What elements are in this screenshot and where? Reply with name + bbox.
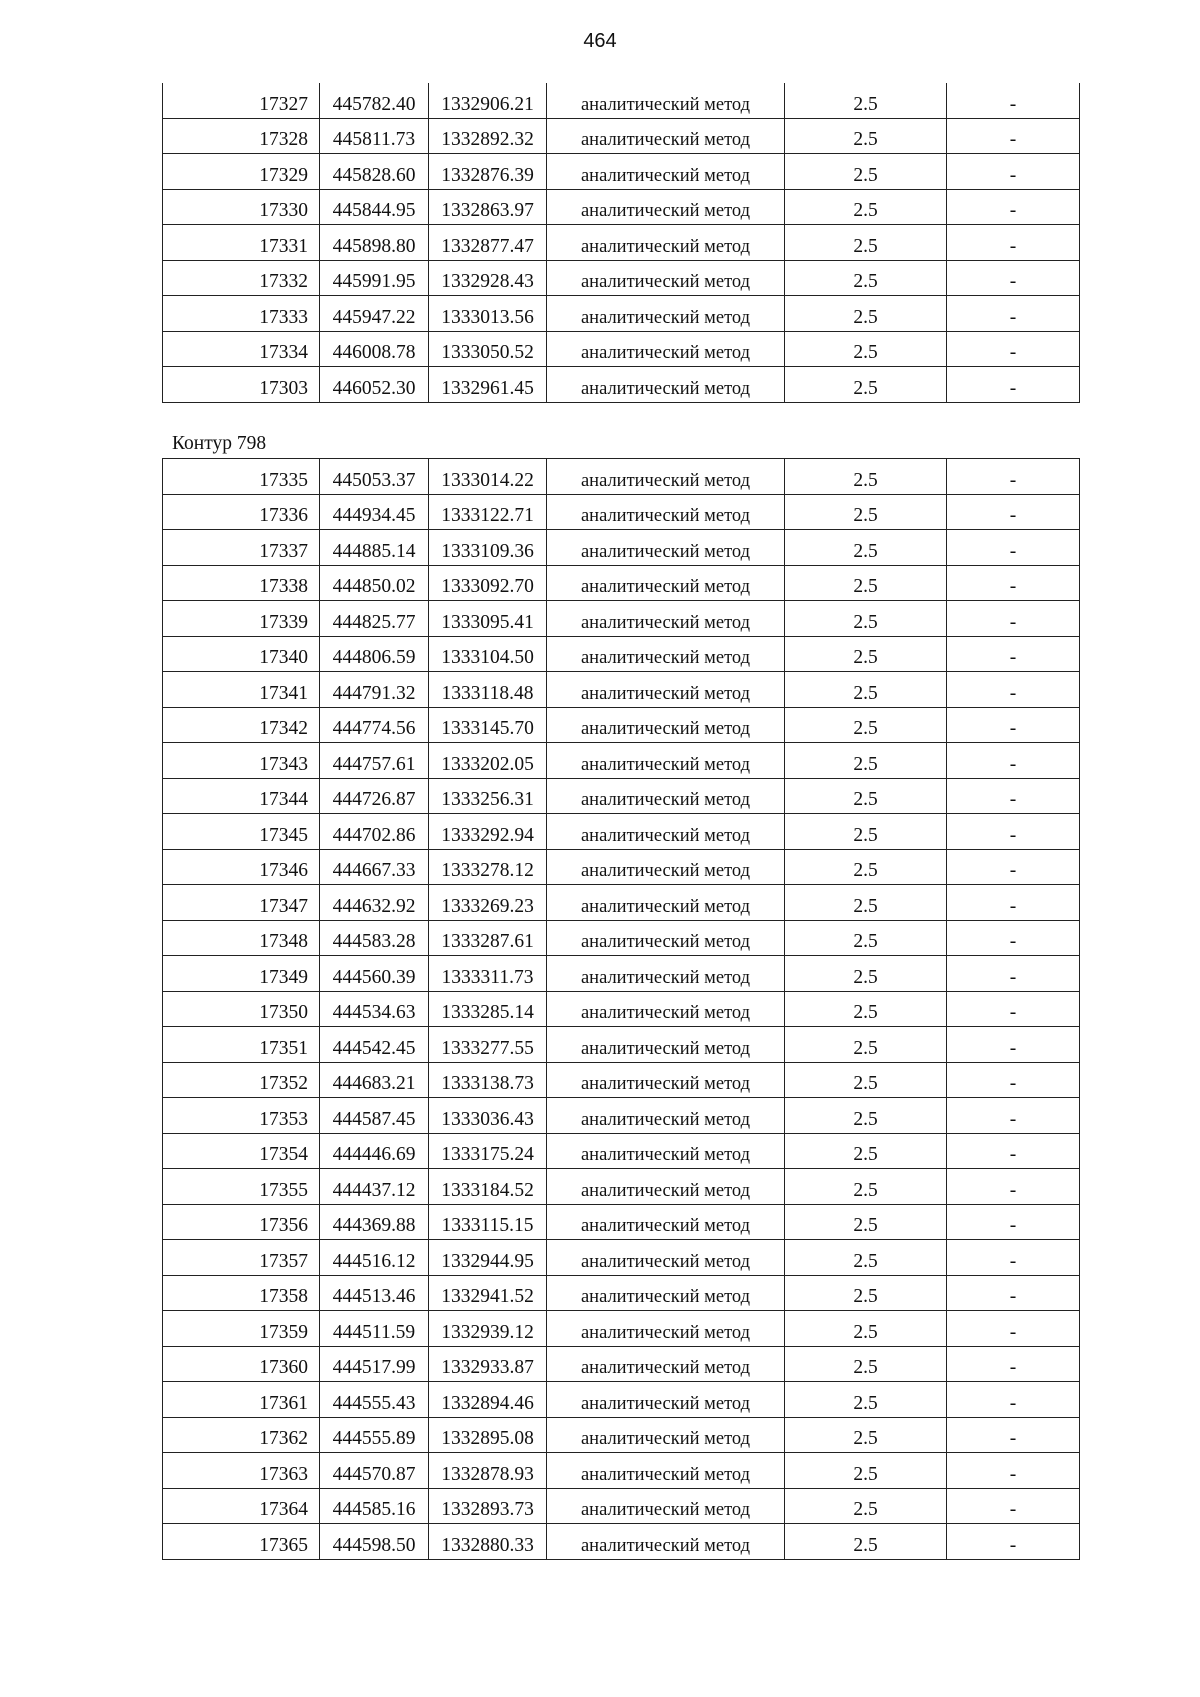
note-cell: -: [947, 1417, 1080, 1453]
x-coordinate-cell: 444446.69: [320, 1133, 429, 1169]
point-number-cell: 17344: [163, 778, 320, 814]
y-coordinate-cell: 1332939.12: [429, 1311, 547, 1347]
method-cell: аналитический метод: [547, 1275, 785, 1311]
table-row: [163, 1524, 1080, 1560]
point-number-cell: 17339: [163, 601, 320, 637]
method-cell: аналитический метод: [547, 1488, 785, 1524]
point-number-cell: 17328: [163, 118, 320, 154]
y-coordinate-cell: 1333145.70: [429, 707, 547, 743]
accuracy-cell: 2.5: [785, 530, 947, 566]
accuracy-cell: 2.5: [785, 920, 947, 956]
point-number-cell: 17354: [163, 1133, 320, 1169]
x-coordinate-cell: 445844.95: [320, 189, 429, 225]
note-cell: -: [947, 1062, 1080, 1098]
y-coordinate-cell: 1332894.46: [429, 1382, 547, 1418]
x-coordinate-cell: 444726.87: [320, 778, 429, 814]
point-number-cell: 17330: [163, 189, 320, 225]
x-coordinate-cell: 444511.59: [320, 1311, 429, 1347]
y-coordinate-cell: 1333287.61: [429, 920, 547, 956]
x-coordinate-cell: 444516.12: [320, 1240, 429, 1276]
method-cell: аналитический метод: [547, 118, 785, 154]
y-coordinate-cell: 1332933.87: [429, 1346, 547, 1382]
method-cell: аналитический метод: [547, 778, 785, 814]
table-row: [163, 1488, 1080, 1524]
y-coordinate-cell: 1333202.05: [429, 743, 547, 779]
point-number-cell: 17365: [163, 1524, 320, 1560]
point-number-cell: 17331: [163, 225, 320, 261]
table-row: [163, 1417, 1080, 1453]
note-cell: -: [947, 1311, 1080, 1347]
x-coordinate-cell: 444806.59: [320, 636, 429, 672]
y-coordinate-cell: 1333122.71: [429, 494, 547, 530]
accuracy-cell: 2.5: [785, 225, 947, 261]
accuracy-cell: 2.5: [785, 991, 947, 1027]
accuracy-cell: 2.5: [785, 1524, 947, 1560]
accuracy-cell: 2.5: [785, 814, 947, 850]
x-coordinate-cell: 444774.56: [320, 707, 429, 743]
point-number-cell: 17341: [163, 672, 320, 708]
y-coordinate-cell: 1333277.55: [429, 1027, 547, 1063]
table-row: [163, 743, 1080, 779]
table-row: [163, 1027, 1080, 1063]
method-cell: аналитический метод: [547, 1169, 785, 1205]
table-row: [163, 1204, 1080, 1240]
y-coordinate-cell: 1332877.47: [429, 225, 547, 261]
note-cell: -: [947, 1382, 1080, 1418]
method-cell: аналитический метод: [547, 1311, 785, 1347]
note-cell: -: [947, 1275, 1080, 1311]
table-row: [163, 83, 1080, 118]
note-cell: -: [947, 189, 1080, 225]
method-cell: аналитический метод: [547, 530, 785, 566]
point-number-cell: 17348: [163, 920, 320, 956]
note-cell: -: [947, 920, 1080, 956]
y-coordinate-cell: 1333115.15: [429, 1204, 547, 1240]
method-cell: аналитический метод: [547, 1133, 785, 1169]
y-coordinate-cell: 1332863.97: [429, 189, 547, 225]
y-coordinate-cell: 1333278.12: [429, 849, 547, 885]
y-coordinate-cell: 1332893.73: [429, 1488, 547, 1524]
note-cell: -: [947, 1169, 1080, 1205]
y-coordinate-cell: 1332876.39: [429, 154, 547, 190]
point-number-cell: 17361: [163, 1382, 320, 1418]
table-row: [163, 1346, 1080, 1382]
x-coordinate-cell: 446052.30: [320, 367, 429, 403]
point-number-cell: 17333: [163, 296, 320, 332]
note-cell: -: [947, 885, 1080, 921]
table-row: [163, 1240, 1080, 1276]
coordinates-table-top-body: [163, 83, 1080, 402]
point-number-cell: 17335: [163, 459, 320, 495]
table-row: [163, 1311, 1080, 1347]
accuracy-cell: 2.5: [785, 1275, 947, 1311]
method-cell: аналитический метод: [547, 1027, 785, 1063]
note-cell: -: [947, 459, 1080, 495]
point-number-cell: 17338: [163, 565, 320, 601]
accuracy-cell: 2.5: [785, 743, 947, 779]
note-cell: -: [947, 154, 1080, 190]
method-cell: аналитический метод: [547, 1453, 785, 1489]
y-coordinate-cell: 1332944.95: [429, 1240, 547, 1276]
table-row: [163, 1275, 1080, 1311]
x-coordinate-cell: 444534.63: [320, 991, 429, 1027]
accuracy-cell: 2.5: [785, 1133, 947, 1169]
point-number-cell: 17355: [163, 1169, 320, 1205]
accuracy-cell: 2.5: [785, 494, 947, 530]
x-coordinate-cell: 444757.61: [320, 743, 429, 779]
x-coordinate-cell: 444585.16: [320, 1488, 429, 1524]
note-cell: -: [947, 672, 1080, 708]
x-coordinate-cell: 444598.50: [320, 1524, 429, 1560]
point-number-cell: 17347: [163, 885, 320, 921]
accuracy-cell: 2.5: [785, 83, 947, 118]
note-cell: -: [947, 991, 1080, 1027]
coordinates-table-contour-798: [162, 458, 1080, 1560]
note-cell: -: [947, 1098, 1080, 1134]
method-cell: аналитический метод: [547, 1346, 785, 1382]
x-coordinate-cell: 444513.46: [320, 1275, 429, 1311]
table-row: [163, 225, 1080, 261]
table-row: [163, 636, 1080, 672]
accuracy-cell: 2.5: [785, 601, 947, 637]
method-cell: аналитический метод: [547, 920, 785, 956]
method-cell: аналитический метод: [547, 225, 785, 261]
accuracy-cell: 2.5: [785, 331, 947, 367]
point-number-cell: 17340: [163, 636, 320, 672]
point-number-cell: 17357: [163, 1240, 320, 1276]
table-row: [163, 530, 1080, 566]
note-cell: -: [947, 1133, 1080, 1169]
y-coordinate-cell: 1332895.08: [429, 1417, 547, 1453]
table-row: [163, 1062, 1080, 1098]
point-number-cell: 17353: [163, 1098, 320, 1134]
method-cell: аналитический метод: [547, 1524, 785, 1560]
note-cell: -: [947, 636, 1080, 672]
method-cell: аналитический метод: [547, 296, 785, 332]
method-cell: аналитический метод: [547, 956, 785, 992]
table-row: [163, 260, 1080, 296]
point-number-cell: 17364: [163, 1488, 320, 1524]
method-cell: аналитический метод: [547, 636, 785, 672]
y-coordinate-cell: 1333118.48: [429, 672, 547, 708]
point-number-cell: 17363: [163, 1453, 320, 1489]
table-row: [163, 991, 1080, 1027]
point-number-cell: 17356: [163, 1204, 320, 1240]
table-row: [163, 707, 1080, 743]
x-coordinate-cell: 444555.43: [320, 1382, 429, 1418]
x-coordinate-cell: 444583.28: [320, 920, 429, 956]
x-coordinate-cell: 445053.37: [320, 459, 429, 495]
y-coordinate-cell: 1332892.32: [429, 118, 547, 154]
point-number-cell: 17343: [163, 743, 320, 779]
method-cell: аналитический метод: [547, 565, 785, 601]
x-coordinate-cell: 444934.45: [320, 494, 429, 530]
x-coordinate-cell: 446008.78: [320, 331, 429, 367]
method-cell: аналитический метод: [547, 991, 785, 1027]
method-cell: аналитический метод: [547, 1098, 785, 1134]
point-number-cell: 17346: [163, 849, 320, 885]
note-cell: -: [947, 707, 1080, 743]
method-cell: аналитический метод: [547, 1382, 785, 1418]
table-row: [163, 885, 1080, 921]
accuracy-cell: 2.5: [785, 154, 947, 190]
method-cell: аналитический метод: [547, 494, 785, 530]
accuracy-cell: 2.5: [785, 1169, 947, 1205]
y-coordinate-cell: 1332961.45: [429, 367, 547, 403]
table-row: [163, 565, 1080, 601]
x-coordinate-cell: 444667.33: [320, 849, 429, 885]
x-coordinate-cell: 444683.21: [320, 1062, 429, 1098]
note-cell: -: [947, 601, 1080, 637]
note-cell: -: [947, 260, 1080, 296]
x-coordinate-cell: 444587.45: [320, 1098, 429, 1134]
point-number-cell: 17358: [163, 1275, 320, 1311]
table-row: [163, 367, 1080, 403]
table-row: [163, 118, 1080, 154]
note-cell: -: [947, 331, 1080, 367]
x-coordinate-cell: 444570.87: [320, 1453, 429, 1489]
point-number-cell: 17342: [163, 707, 320, 743]
note-cell: -: [947, 494, 1080, 530]
point-number-cell: 17362: [163, 1417, 320, 1453]
y-coordinate-cell: 1333014.22: [429, 459, 547, 495]
accuracy-cell: 2.5: [785, 1204, 947, 1240]
point-number-cell: 17334: [163, 331, 320, 367]
method-cell: аналитический метод: [547, 1204, 785, 1240]
table-row: [163, 459, 1080, 495]
accuracy-cell: 2.5: [785, 260, 947, 296]
point-number-cell: 17327: [163, 83, 320, 118]
x-coordinate-cell: 445947.22: [320, 296, 429, 332]
note-cell: -: [947, 814, 1080, 850]
x-coordinate-cell: 445811.73: [320, 118, 429, 154]
y-coordinate-cell: 1333269.23: [429, 885, 547, 921]
method-cell: аналитический метод: [547, 331, 785, 367]
method-cell: аналитический метод: [547, 743, 785, 779]
note-cell: -: [947, 565, 1080, 601]
accuracy-cell: 2.5: [785, 1098, 947, 1134]
table-row: [163, 920, 1080, 956]
x-coordinate-cell: 444632.92: [320, 885, 429, 921]
y-coordinate-cell: 1333109.36: [429, 530, 547, 566]
table-row: [163, 672, 1080, 708]
accuracy-cell: 2.5: [785, 1488, 947, 1524]
accuracy-cell: 2.5: [785, 1311, 947, 1347]
accuracy-cell: 2.5: [785, 636, 947, 672]
y-coordinate-cell: 1332928.43: [429, 260, 547, 296]
table-row: [163, 154, 1080, 190]
x-coordinate-cell: 444825.77: [320, 601, 429, 637]
accuracy-cell: 2.5: [785, 956, 947, 992]
note-cell: -: [947, 849, 1080, 885]
method-cell: аналитический метод: [547, 885, 785, 921]
method-cell: аналитический метод: [547, 1062, 785, 1098]
point-number-cell: 17303: [163, 367, 320, 403]
x-coordinate-cell: 444560.39: [320, 956, 429, 992]
note-cell: -: [947, 530, 1080, 566]
point-number-cell: 17349: [163, 956, 320, 992]
page-number: 464: [583, 30, 617, 52]
x-coordinate-cell: 445782.40: [320, 83, 429, 118]
table-row: [163, 849, 1080, 885]
method-cell: аналитический метод: [547, 459, 785, 495]
method-cell: аналитический метод: [547, 83, 785, 118]
accuracy-cell: 2.5: [785, 707, 947, 743]
coordinates-table-top: [162, 83, 1080, 403]
x-coordinate-cell: 444517.99: [320, 1346, 429, 1382]
point-number-cell: 17337: [163, 530, 320, 566]
y-coordinate-cell: 1333285.14: [429, 991, 547, 1027]
table-row: [163, 1133, 1080, 1169]
note-cell: -: [947, 225, 1080, 261]
note-cell: -: [947, 296, 1080, 332]
x-coordinate-cell: 444885.14: [320, 530, 429, 566]
table-row: [163, 1098, 1080, 1134]
point-number-cell: 17352: [163, 1062, 320, 1098]
accuracy-cell: 2.5: [785, 1027, 947, 1063]
y-coordinate-cell: 1333138.73: [429, 1062, 547, 1098]
table-row: [163, 189, 1080, 225]
x-coordinate-cell: 445898.80: [320, 225, 429, 261]
note-cell: -: [947, 1453, 1080, 1489]
table-row: [163, 1169, 1080, 1205]
accuracy-cell: 2.5: [785, 1382, 947, 1418]
method-cell: аналитический метод: [547, 672, 785, 708]
coordinates-table-contour-798-body: [163, 459, 1080, 1560]
method-cell: аналитический метод: [547, 1240, 785, 1276]
point-number-cell: 17351: [163, 1027, 320, 1063]
y-coordinate-cell: 1333092.70: [429, 565, 547, 601]
table-row: [163, 1382, 1080, 1418]
accuracy-cell: 2.5: [785, 565, 947, 601]
table-row: [163, 778, 1080, 814]
note-cell: -: [947, 1204, 1080, 1240]
accuracy-cell: 2.5: [785, 367, 947, 403]
table-row: [163, 331, 1080, 367]
method-cell: аналитический метод: [547, 260, 785, 296]
note-cell: -: [947, 1240, 1080, 1276]
x-coordinate-cell: 444791.32: [320, 672, 429, 708]
y-coordinate-cell: 1332941.52: [429, 1275, 547, 1311]
note-cell: -: [947, 83, 1080, 118]
y-coordinate-cell: 1333256.31: [429, 778, 547, 814]
method-cell: аналитический метод: [547, 367, 785, 403]
method-cell: аналитический метод: [547, 814, 785, 850]
y-coordinate-cell: 1332878.93: [429, 1453, 547, 1489]
method-cell: аналитический метод: [547, 849, 785, 885]
note-cell: -: [947, 1027, 1080, 1063]
x-coordinate-cell: 444555.89: [320, 1417, 429, 1453]
accuracy-cell: 2.5: [785, 849, 947, 885]
table-row: [163, 494, 1080, 530]
note-cell: -: [947, 1488, 1080, 1524]
method-cell: аналитический метод: [547, 601, 785, 637]
x-coordinate-cell: 445828.60: [320, 154, 429, 190]
note-cell: -: [947, 367, 1080, 403]
accuracy-cell: 2.5: [785, 296, 947, 332]
point-number-cell: 17350: [163, 991, 320, 1027]
accuracy-cell: 2.5: [785, 189, 947, 225]
note-cell: -: [947, 118, 1080, 154]
y-coordinate-cell: 1333311.73: [429, 956, 547, 992]
x-coordinate-cell: 445991.95: [320, 260, 429, 296]
method-cell: аналитический метод: [547, 189, 785, 225]
contour-label: Контур 798: [172, 433, 267, 454]
method-cell: аналитический метод: [547, 1417, 785, 1453]
accuracy-cell: 2.5: [785, 1346, 947, 1382]
table-row: [163, 1453, 1080, 1489]
y-coordinate-cell: 1333184.52: [429, 1169, 547, 1205]
accuracy-cell: 2.5: [785, 459, 947, 495]
x-coordinate-cell: 444369.88: [320, 1204, 429, 1240]
point-number-cell: 17332: [163, 260, 320, 296]
y-coordinate-cell: 1333104.50: [429, 636, 547, 672]
y-coordinate-cell: 1332906.21: [429, 83, 547, 118]
point-number-cell: 17336: [163, 494, 320, 530]
point-number-cell: 17329: [163, 154, 320, 190]
y-coordinate-cell: 1333036.43: [429, 1098, 547, 1134]
accuracy-cell: 2.5: [785, 672, 947, 708]
y-coordinate-cell: 1332880.33: [429, 1524, 547, 1560]
note-cell: -: [947, 778, 1080, 814]
x-coordinate-cell: 444437.12: [320, 1169, 429, 1205]
accuracy-cell: 2.5: [785, 885, 947, 921]
table-row: [163, 814, 1080, 850]
accuracy-cell: 2.5: [785, 778, 947, 814]
y-coordinate-cell: 1333013.56: [429, 296, 547, 332]
y-coordinate-cell: 1333050.52: [429, 331, 547, 367]
method-cell: аналитический метод: [547, 707, 785, 743]
accuracy-cell: 2.5: [785, 1417, 947, 1453]
x-coordinate-cell: 444702.86: [320, 814, 429, 850]
y-coordinate-cell: 1333292.94: [429, 814, 547, 850]
note-cell: -: [947, 1524, 1080, 1560]
note-cell: -: [947, 956, 1080, 992]
method-cell: аналитический метод: [547, 154, 785, 190]
note-cell: -: [947, 1346, 1080, 1382]
point-number-cell: 17360: [163, 1346, 320, 1382]
accuracy-cell: 2.5: [785, 118, 947, 154]
table-row: [163, 956, 1080, 992]
table-row: [163, 296, 1080, 332]
point-number-cell: 17359: [163, 1311, 320, 1347]
x-coordinate-cell: 444542.45: [320, 1027, 429, 1063]
accuracy-cell: 2.5: [785, 1453, 947, 1489]
note-cell: -: [947, 743, 1080, 779]
table-row: [163, 601, 1080, 637]
point-number-cell: 17345: [163, 814, 320, 850]
accuracy-cell: 2.5: [785, 1240, 947, 1276]
y-coordinate-cell: 1333175.24: [429, 1133, 547, 1169]
x-coordinate-cell: 444850.02: [320, 565, 429, 601]
accuracy-cell: 2.5: [785, 1062, 947, 1098]
y-coordinate-cell: 1333095.41: [429, 601, 547, 637]
